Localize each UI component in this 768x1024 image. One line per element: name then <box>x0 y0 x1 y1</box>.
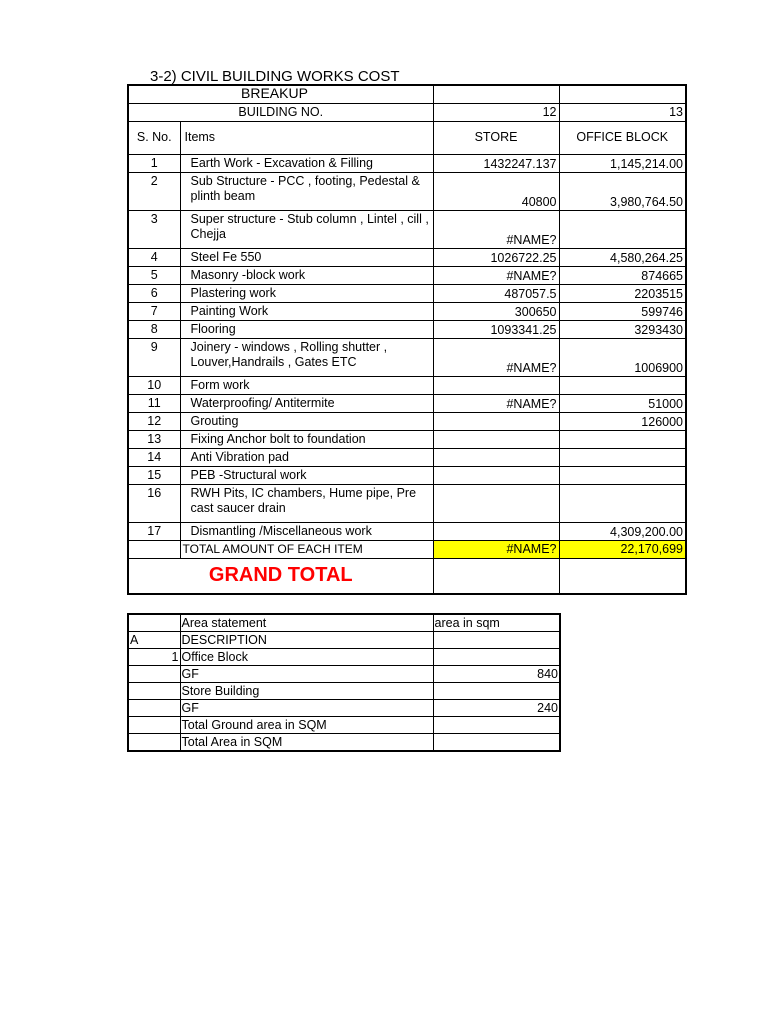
area-description: DESCRIPTION <box>180 632 433 649</box>
row-store-amount: 1026722.25 <box>433 248 559 266</box>
area-index <box>128 666 180 683</box>
area-description: Office Block <box>180 649 433 666</box>
total-store: #NAME? <box>433 540 559 558</box>
area-row <box>128 649 560 666</box>
area-index: 1 <box>128 649 180 666</box>
row-store-amount <box>433 484 559 522</box>
row-sno: 5 <box>128 266 180 284</box>
row-item: Flooring <box>180 320 433 338</box>
table-row <box>128 302 686 320</box>
row-item: Grouting <box>180 412 433 430</box>
table-row <box>128 320 686 338</box>
row-office-amount: 126000 <box>559 412 686 430</box>
table-row <box>128 154 686 172</box>
table-row <box>128 266 686 284</box>
area-value <box>433 649 560 666</box>
row-store-amount <box>433 412 559 430</box>
header-store: STORE <box>433 121 559 154</box>
total-label: TOTAL AMOUNT OF EACH ITEM <box>180 540 433 558</box>
area-value <box>433 683 560 700</box>
row-store-amount: 1093341.25 <box>433 320 559 338</box>
row-item: Waterproofing/ Antitermite <box>180 394 433 412</box>
row-office-amount <box>559 484 686 522</box>
header-sno: S. No. <box>128 121 180 154</box>
row-sno: 15 <box>128 466 180 484</box>
area-value <box>433 717 560 734</box>
row-item: Masonry -block work <box>180 266 433 284</box>
table-row <box>128 248 686 266</box>
row-office-amount: 4,309,200.00 <box>559 522 686 540</box>
row-store-amount <box>433 466 559 484</box>
row-store-amount <box>433 430 559 448</box>
area-header-description: Area statement <box>180 614 433 632</box>
row-sno: 12 <box>128 412 180 430</box>
table-row <box>128 284 686 302</box>
area-description: GF <box>180 700 433 717</box>
area-description: Store Building <box>180 683 433 700</box>
row-sno: 8 <box>128 320 180 338</box>
header-office: OFFICE BLOCK <box>559 121 686 154</box>
area-row <box>128 734 560 752</box>
area-index <box>128 683 180 700</box>
area-index <box>128 700 180 717</box>
row-office-amount: 874665 <box>559 266 686 284</box>
total-office: 22,170,699 <box>559 540 686 558</box>
table-row <box>128 430 686 448</box>
row-item: RWH Pits, IC chambers, Hume pipe, Pre cast saucer drain <box>180 484 433 522</box>
row-store-amount: 487057.5 <box>433 284 559 302</box>
cost-breakup-table <box>127 84 687 595</box>
building-no-store: 12 <box>433 103 559 121</box>
row-office-amount <box>559 430 686 448</box>
row-item: Joinery - windows , Rolling shutter , Louver,Handrails , Gates ETC <box>180 338 433 376</box>
row-item: Fixing Anchor bolt to foundation <box>180 430 433 448</box>
row-sno: 17 <box>128 522 180 540</box>
row-office-amount: 1006900 <box>559 338 686 376</box>
row-item: Dismantling /Miscellaneous work <box>180 522 433 540</box>
table-row <box>128 376 686 394</box>
row-store-amount: #NAME? <box>433 210 559 248</box>
row-store-amount: #NAME? <box>433 394 559 412</box>
row-store-amount: 300650 <box>433 302 559 320</box>
area-description: GF <box>180 666 433 683</box>
building-no-label: BUILDING NO. <box>128 103 433 121</box>
total-row <box>128 540 686 558</box>
row-sno: 13 <box>128 430 180 448</box>
sheet-title: 3-2) CIVIL BUILDING WORKS COST <box>150 68 400 85</box>
area-value: 840 <box>433 666 560 683</box>
row-sno: 4 <box>128 248 180 266</box>
table-row <box>128 172 686 210</box>
table-row <box>128 466 686 484</box>
area-description: Total Ground area in SQM <box>180 717 433 734</box>
row-item: PEB -Structural work <box>180 466 433 484</box>
row-sno: 9 <box>128 338 180 376</box>
area-statement-table <box>127 613 561 752</box>
row-sno: 11 <box>128 394 180 412</box>
row-sno: 3 <box>128 210 180 248</box>
row-office-amount <box>559 448 686 466</box>
row-office-amount <box>559 210 686 248</box>
row-office-amount <box>559 466 686 484</box>
row-store-amount <box>433 376 559 394</box>
table-row <box>128 448 686 466</box>
row-office-amount <box>559 376 686 394</box>
building-no-office: 13 <box>559 103 686 121</box>
area-row <box>128 700 560 717</box>
row-item: Steel Fe 550 <box>180 248 433 266</box>
table-row <box>128 338 686 376</box>
row-office-amount: 4,580,264.25 <box>559 248 686 266</box>
row-office-amount: 1,145,214.00 <box>559 154 686 172</box>
area-index <box>128 717 180 734</box>
row-office-amount: 2203515 <box>559 284 686 302</box>
row-item: Earth Work - Excavation & Filling <box>180 154 433 172</box>
area-row <box>128 683 560 700</box>
row-office-amount: 51000 <box>559 394 686 412</box>
area-value <box>433 734 560 752</box>
row-store-amount: #NAME? <box>433 266 559 284</box>
table-row <box>128 394 686 412</box>
area-header-value: area in sqm <box>433 614 560 632</box>
row-store-amount: #NAME? <box>433 338 559 376</box>
row-store-amount: 40800 <box>433 172 559 210</box>
row-item: Painting Work <box>180 302 433 320</box>
table-subtitle: BREAKUP <box>128 85 433 103</box>
table-row <box>128 484 686 522</box>
row-sno: 7 <box>128 302 180 320</box>
area-index <box>128 734 180 752</box>
table-row <box>128 522 686 540</box>
area-description: Total Area in SQM <box>180 734 433 752</box>
row-store-amount <box>433 448 559 466</box>
grand-total-row <box>128 558 686 594</box>
row-store-amount: 1432247.137 <box>433 154 559 172</box>
row-sno: 16 <box>128 484 180 522</box>
area-row <box>128 632 560 649</box>
table-row <box>128 210 686 248</box>
row-sno: 14 <box>128 448 180 466</box>
row-office-amount: 3,980,764.50 <box>559 172 686 210</box>
row-sno: 10 <box>128 376 180 394</box>
area-value: 240 <box>433 700 560 717</box>
row-item: Sub Structure - PCC , footing, Pedestal & plinth beam <box>180 172 433 210</box>
header-items: Items <box>180 121 433 154</box>
row-store-amount <box>433 522 559 540</box>
grand-total-label: GRAND TOTAL <box>128 558 433 594</box>
area-row <box>128 666 560 683</box>
row-item: Super structure - Stub column , Lintel , cill , Chejja <box>180 210 433 248</box>
area-value <box>433 632 560 649</box>
row-item: Form work <box>180 376 433 394</box>
row-item: Anti Vibration pad <box>180 448 433 466</box>
row-sno: 6 <box>128 284 180 302</box>
table-row <box>128 412 686 430</box>
row-office-amount: 3293430 <box>559 320 686 338</box>
row-sno: 2 <box>128 172 180 210</box>
row-item: Plastering work <box>180 284 433 302</box>
area-row <box>128 717 560 734</box>
row-sno: 1 <box>128 154 180 172</box>
row-office-amount: 599746 <box>559 302 686 320</box>
area-index: A <box>128 632 180 649</box>
